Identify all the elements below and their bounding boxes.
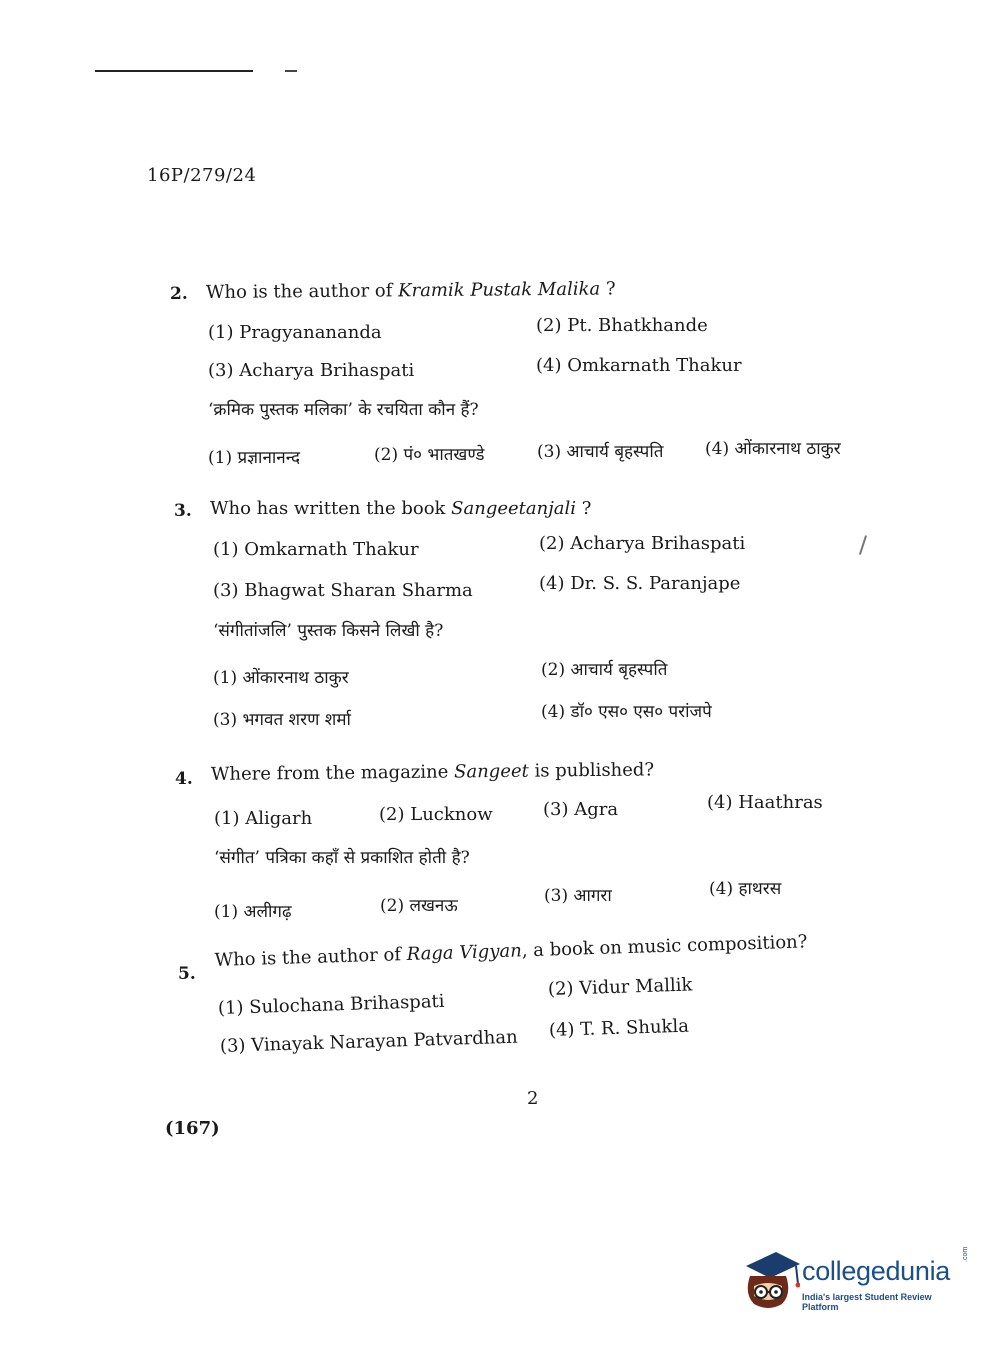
top-rule-dash xyxy=(285,70,297,72)
option-3: (3) Acharya Brihaspati xyxy=(208,360,415,381)
hindi-option-2: (2) आचार्य बृहस्पति xyxy=(541,660,668,680)
hindi-option-2: (2) लखनऊ xyxy=(380,896,458,916)
hindi-option-2: (2) पं० भातखण्डे xyxy=(374,445,485,465)
option-4: (4) Omkarnath Thakur xyxy=(536,355,742,376)
hindi-question-text: ‘संगीतांजलि’ पुस्तक किसने लिखी है? xyxy=(213,621,444,641)
hindi-question-text: ‘क्रमिक पुस्तक मलिका’ के रचयिता कौन हैं? xyxy=(208,400,479,420)
stray-mark xyxy=(859,535,867,554)
question-number: 4. xyxy=(175,769,193,789)
question-number: 2. xyxy=(170,284,188,304)
option-1: (1) Aligarh xyxy=(214,808,313,829)
option-1: (1) Omkarnath Thakur xyxy=(213,539,419,560)
option-3: (3) Vinayak Narayan Patvardhan xyxy=(219,1026,518,1057)
option-4: (4) Haathras xyxy=(707,792,823,813)
option-4: (4) T. R. Shukla xyxy=(548,1015,690,1041)
option-1: (1) Pragyanananda xyxy=(208,322,382,343)
hindi-option-4: (4) डॉ० एस० एस० परांजपे xyxy=(541,702,712,722)
mascot-icon xyxy=(740,1250,800,1312)
option-3: (3) Agra xyxy=(543,799,619,820)
brand-tagline: India's largest Student Review Platform xyxy=(802,1292,932,1312)
collegedunia-logo xyxy=(740,1246,970,1312)
question-text: Who has written the book Sangeetanjali ? xyxy=(210,498,592,519)
hindi-question-text: ‘संगीत’ पत्रिका कहाँ से प्रकाशित होती है? xyxy=(214,848,470,868)
option-2: (2) Vidur Mallik xyxy=(547,974,693,1000)
question-number: 5. xyxy=(178,964,196,984)
question-text: Who is the author of Kramik Pustak Malika ? xyxy=(205,278,616,303)
top-rule xyxy=(95,70,253,72)
hindi-option-3: (3) भगवत शरण शर्मा xyxy=(213,710,351,730)
hindi-option-1: (1) प्रज्ञानानन्द xyxy=(208,448,301,468)
question-text: Where from the magazine Sangeet is published? xyxy=(210,759,655,785)
paper-type-code: (167) xyxy=(165,1118,220,1139)
brand-suffix: .com xyxy=(962,1246,969,1262)
hindi-option-3: (3) आगरा xyxy=(544,886,612,906)
option-3: (3) Bhagwat Sharan Sharma xyxy=(213,580,473,601)
hindi-option-1: (1) ओंकारनाथ ठाकुर xyxy=(213,668,349,688)
option-2: (2) Acharya Brihaspati xyxy=(539,533,746,554)
option-2: (2) Pt. Bhatkhande xyxy=(536,315,708,336)
option-1: (1) Sulochana Brihaspati xyxy=(217,990,445,1019)
brand-name: collegedunia xyxy=(802,1256,951,1286)
hindi-option-1: (1) अलीगढ़ xyxy=(214,902,292,922)
hindi-option-4: (4) ओंकारनाथ ठाकुर xyxy=(705,439,841,459)
hindi-option-4: (4) हाथरस xyxy=(709,879,782,899)
paper-code: 16P/279/24 xyxy=(147,165,257,186)
page-number: 2 xyxy=(527,1088,539,1109)
option-2: (2) Lucknow xyxy=(379,804,493,825)
question-number: 3. xyxy=(174,501,192,521)
hindi-option-3: (3) आचार्य बृहस्पति xyxy=(537,442,664,462)
question-text: Who is the author of Raga Vigyan, a book on music composition? xyxy=(214,931,808,971)
option-4: (4) Dr. S. S. Paranjape xyxy=(539,573,741,594)
